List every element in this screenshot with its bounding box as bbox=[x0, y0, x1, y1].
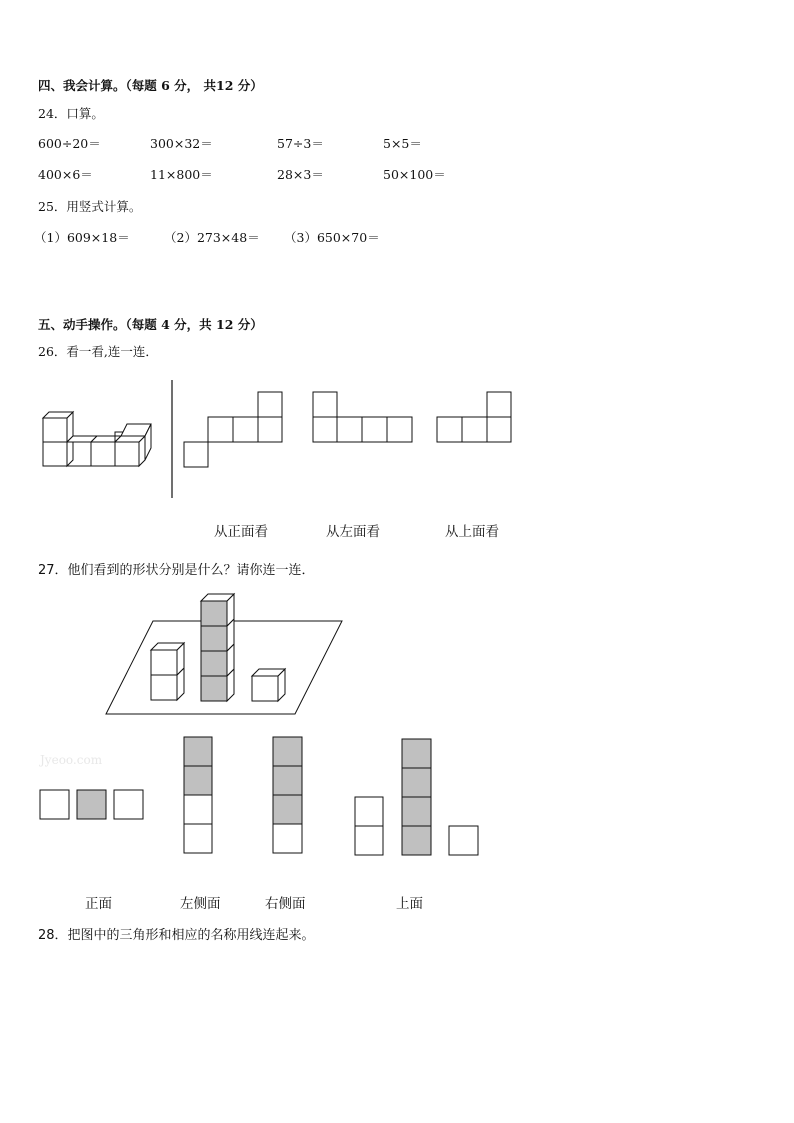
oral-calc-item: 600÷20＝ bbox=[38, 136, 101, 151]
oral-calc-item: 57÷3＝ bbox=[277, 136, 324, 151]
section-4-title: 四、我会计算。（每题 6 分， 共12 分） bbox=[38, 78, 263, 93]
question-26-label: 26．看一看,连一连． bbox=[38, 344, 158, 359]
section-5-title: 五、动手操作。（每题 4 分，共 12 分） bbox=[38, 317, 263, 332]
vertical-calc-item: （1）609×18＝ bbox=[34, 230, 130, 245]
oral-calc-item: 28×3＝ bbox=[277, 167, 324, 182]
question-25-label: 25．用竖式计算。 bbox=[38, 199, 142, 214]
view-label-left: 从左面看 bbox=[326, 524, 380, 540]
watermark: Jyeoo.com bbox=[40, 753, 103, 767]
view-label-right-side: 右侧面 bbox=[265, 896, 306, 912]
question-27-label: 27．他们看到的形状分别是什么？请你连一连． bbox=[38, 563, 315, 578]
oral-calc-item: 5×5＝ bbox=[383, 136, 422, 151]
oral-calc-item: 50×100＝ bbox=[383, 167, 446, 182]
oral-calc-item: 400×6＝ bbox=[38, 167, 93, 182]
view-label-top: 从上面看 bbox=[445, 524, 499, 540]
view-label-front: 从正面看 bbox=[214, 524, 268, 540]
question-28-label: 28．把图中的三角形和相应的名称用线连起来。 bbox=[38, 928, 315, 943]
question-24-label: 24．口算。 bbox=[38, 106, 104, 121]
view-label-top: 上面 bbox=[396, 896, 423, 912]
view-label-front: 正面 bbox=[85, 896, 112, 912]
vertical-calc-item: （2）273×48＝ bbox=[164, 230, 260, 245]
view-label-left-side: 左侧面 bbox=[180, 896, 221, 912]
vertical-calc-item: （3）650×70＝ bbox=[284, 230, 380, 245]
oral-calc-item: 300×32＝ bbox=[150, 136, 213, 151]
oral-calc-item: 11×800＝ bbox=[150, 167, 213, 182]
